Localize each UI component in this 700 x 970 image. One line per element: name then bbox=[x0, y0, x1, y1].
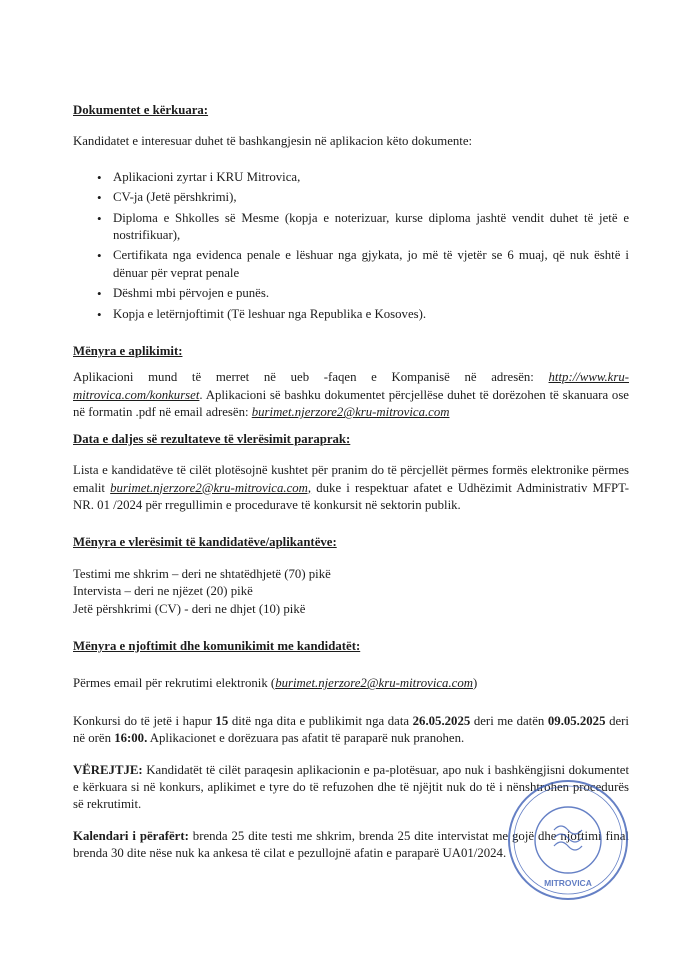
deadline-end-date: 09.05.2025 bbox=[547, 713, 606, 728]
notification-email-link[interactable]: burimet.njerzore2@kru-mitrovica.com bbox=[275, 676, 473, 691]
application-email-link[interactable]: burimet.njerzore2@kru-mitrovica.com bbox=[251, 405, 450, 420]
documents-intro: Kandidatet e interesuar duhet të bashkangjesin në aplikacion këto dokumente: bbox=[73, 134, 473, 149]
list-item: • CV-ja (Jetë përshkrimi), bbox=[113, 189, 629, 206]
notification-paragraph bbox=[73, 675, 629, 692]
heading-results-date: Data e daljes së rezultateve të vlerësimit paraprak: bbox=[73, 431, 351, 446]
heading-evaluation-method: Mënyra e vlerësimit të kandidatëve/aplikantëve: bbox=[73, 535, 337, 550]
results-text-1: Lista e kandidatëve të cilët plotësojnë kushtet për pranim do të përcjellët përmes formës elektronike përmes emalit bbox=[73, 463, 629, 495]
list-item: • Certifikata nga evidenca penale e lëshuar nga gjykata, jo më të vjetër se 6 muaj, që nuk është i dënuar për veprat penale bbox=[113, 247, 629, 282]
evaluation-line: Jetë përshkrimi (CV) - deri ne dhjet (10) pikë bbox=[73, 601, 306, 616]
deadline-days: 15 bbox=[215, 713, 229, 728]
evaluation-line: Testimi me shkrim – deri ne shtatëdhjetë (70) pikë bbox=[73, 566, 331, 581]
documents-list bbox=[73, 169, 629, 323]
deadline-text-5: Aplikacionet e dorëzuara pas afatit të paraparë nuk pranohen. bbox=[147, 731, 465, 746]
heading-application-method: Mënyra e aplikimit: bbox=[73, 344, 183, 359]
deadline-text-3: deri me datën bbox=[470, 713, 548, 728]
application-paragraph bbox=[73, 369, 629, 421]
deadline-text-1: Konkursi do të jetë i hapur bbox=[73, 713, 216, 728]
deadline-time: 16:00. bbox=[114, 731, 148, 746]
notification-text-1: Përmes email për rekrutimi elektronik ( bbox=[73, 676, 276, 691]
stamp-emblem-icon bbox=[554, 826, 582, 850]
official-stamp bbox=[506, 778, 630, 902]
application-url-link[interactable]: http://www.kru-mitrovica.com/konkurset bbox=[73, 370, 629, 402]
deadline-start-date: 26.05.2025 bbox=[412, 713, 471, 728]
warning-text: Kandidatët të cilët paraqesin aplikacionin e pa-plotësuar, apo nuk i bashkëngjisni dokumentet e kërkuara si në konkurs, aplikimet e tyre do të refuzohen dhe të njëjtit nuk do të i nënshtrohen procedurës së rekrutimit. bbox=[73, 762, 629, 812]
evaluation-line: Intervista – deri ne njëzet (20) pikë bbox=[73, 584, 253, 599]
heading-required-documents: Dokumentet e kërkuara: bbox=[73, 103, 209, 117]
calendar-text: brenda 25 dite testi me shkrim, brenda 25 dite intervistat me gojë dhe njoftimi final brenda 30 dite nëse nuk ka ankesa të cilat e pezullojnë afatin e paraparë UA01/2024. bbox=[73, 828, 629, 861]
deadline-text-2: ditë nga dita e publikimit nga data bbox=[228, 713, 413, 728]
deadline-text-4: deri në orën bbox=[73, 713, 629, 746]
application-text-1: Aplikacioni mund të merret në ueb -faqen e Kompanisë në adresën: bbox=[73, 370, 549, 385]
deadline-paragraph bbox=[73, 713, 629, 748]
document-content bbox=[73, 102, 629, 863]
evaluation-lines bbox=[73, 566, 629, 618]
list-item: • Kopja e letërnjoftimit (Të leshuar nga Republika e Kosoves). bbox=[113, 306, 629, 323]
results-text-2: duke i respektuar afatet e Udhëzimit Administrativ MFPT-NR. 01 /2024 për rregullimin e procedurave të konkursit në sektorin publik. bbox=[73, 480, 630, 512]
notification-text-2: ) bbox=[472, 676, 478, 691]
list-item: • Dëshmi mbi përvojen e punës. bbox=[113, 285, 629, 302]
list-item: • Diploma e Shkolles së Mesme (kopja e noterizuar, kurse diploma jashtë vendit duhet të jetë e nostrifikuar), bbox=[113, 210, 629, 245]
list-item: • Aplikacioni zyrtar i KRU Mitrovica, bbox=[113, 169, 629, 186]
heading-notification-method: Mënyra e njoftimit dhe komunikimit me kandidatët: bbox=[73, 638, 361, 653]
warning-label: VËREJTJE: bbox=[73, 762, 143, 777]
calendar-label: Kalendari i përafërt: bbox=[73, 828, 189, 843]
stamp-text-bottom: MITROVICA bbox=[544, 878, 592, 888]
results-email-link[interactable]: burimet.njerzore2@kru-mitrovica.com, bbox=[110, 480, 312, 495]
results-paragraph bbox=[73, 462, 629, 514]
application-text-2: . Aplikacioni së bashku dokumentet përcjellëse duhet të dorëzohen të skanuara ose në formatin .pdf në email adresën: bbox=[73, 387, 629, 420]
